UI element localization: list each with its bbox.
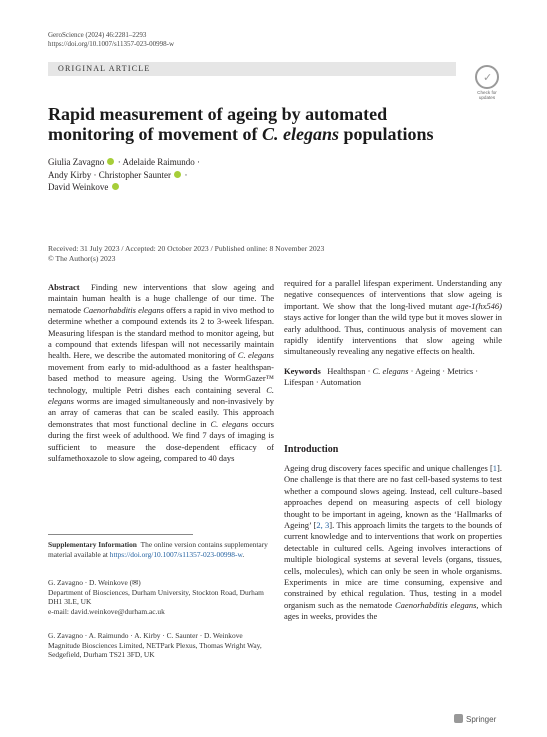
citation-link[interactable]: 1 bbox=[492, 463, 498, 473]
publisher-name: Springer bbox=[466, 715, 497, 724]
check-line2: updates bbox=[478, 95, 496, 100]
article-title bbox=[48, 104, 468, 144]
springer-horse-icon bbox=[454, 714, 463, 723]
author-name[interactable]: Andy Kirby bbox=[48, 169, 92, 180]
abstract-species: C. elegans bbox=[210, 418, 249, 429]
keyword: Healthspan bbox=[327, 366, 366, 376]
intro-text: Ageing drug discovery faces specific and unique challenges [ bbox=[284, 463, 493, 473]
affiliation-address: Magnitude Biosciences Limited, NETPark Plexus, Thomas Wright Way, Sedgefield, Durham TS21 3FD, UK bbox=[48, 640, 262, 660]
author-list: Giulia Zavagno · Adelaide Raimundo · Andy Kirby · Christopher Saunter · David Weinkove bbox=[48, 157, 200, 193]
intro-text: ]. One challenge is that there are no fast cell-based systems to test whether a compound slows ageing. Instead, cell culture–based approaches depend on measuring aspects of cell biology thought to be important in ageing, known as the ‘Hallmarks of Ageing’ [ bbox=[284, 463, 502, 531]
citation-link[interactable]: 2, 3 bbox=[316, 520, 330, 531]
affiliation-names: G. Zavagno · A. Raimundo · A. Kirby · C. Saunter · D. Weinkove bbox=[48, 631, 243, 640]
journal-ref: GeroScience (2024) 46:2281–2293 bbox=[48, 31, 147, 39]
section-heading: Introduction bbox=[284, 444, 339, 455]
orcid-icon[interactable] bbox=[107, 158, 114, 165]
doi-link[interactable]: https://doi.org/10.1007/s11357-023-00998-w bbox=[48, 40, 174, 48]
abstract-species: C. elegans bbox=[48, 384, 274, 407]
abstract-label: Abstract bbox=[48, 282, 80, 292]
supplementary-link[interactable]: https://doi.org/10.1007/s11357-023-00998-w bbox=[109, 549, 243, 559]
keyword: Metrics bbox=[447, 366, 474, 376]
abstract-text: worms are imaged simultaneously and non-invasively by an array of cameras that can be scaled easily. This approach demonstrates that most functional decline in bbox=[48, 396, 274, 429]
check-for-updates-badge[interactable] bbox=[472, 65, 502, 99]
abstract-continued bbox=[284, 278, 502, 358]
author-name[interactable]: Giulia Zavagno bbox=[48, 157, 105, 167]
abstract-text: stays active for longer than the wild type but it moves slower in early adulthood. Thus, continuous analysis of movement can rapidly identify interventions that slow ageing while simultaneously revealing any negative effects on health. bbox=[284, 312, 502, 357]
supplementary-label: Supplementary Information bbox=[48, 540, 137, 549]
intro-species: Caenorhabditis elegans bbox=[395, 599, 477, 610]
abstract-text: Finding new interventions that slow ageing and maintain human health is a huge challenge of our time. The nematode bbox=[48, 282, 274, 315]
orcid-icon[interactable] bbox=[112, 183, 119, 190]
author-name[interactable]: Christopher Saunter bbox=[98, 169, 171, 180]
copyright-line: © The Author(s) 2023 bbox=[48, 254, 116, 263]
abstract bbox=[48, 282, 274, 465]
mutant-name: age-1(hx546) bbox=[456, 300, 502, 311]
title-species: C. elegans bbox=[261, 124, 339, 144]
affiliation-1 bbox=[48, 578, 274, 616]
abstract-text: movement from early to mid-adulthood as a faster healthspan-based method to measure ageing. Using the WormGazer™ technology, multiple Petri dishes each containing several bbox=[48, 361, 274, 395]
footnote-divider bbox=[48, 534, 193, 535]
keyword: C. elegans bbox=[372, 366, 409, 376]
introduction-text bbox=[284, 463, 502, 623]
affiliation-2 bbox=[48, 631, 274, 660]
title-text-end: populations bbox=[338, 124, 434, 144]
title-text: Rapid measurement of ageing by automated monitoring of movement of bbox=[48, 104, 388, 144]
supplementary-text: The online version contains supplementary material available at bbox=[48, 540, 268, 559]
publisher-logo bbox=[454, 714, 496, 724]
abstract-text: occurs during the first week of adulthood. We find 7 days of imaging is sufficient to measure the dose-dependent efficacy of sulfamethoxazole to slow ageing, compared to 40 days bbox=[48, 418, 274, 464]
supplementary-info bbox=[48, 540, 274, 559]
intro-text: ]. This approach limits the targets to the bounds of current knowledge and to interventions that work on properties detectable in cultured cells. Ageing involves interactions of multiple biological systems at several levels (organs, tissues, cells, molecules), which can only be seen in whole organisms. Experiments in mice are time consuming, expensive and constrained by ethical regulation. Thus, testing in a model organism such as the nematode bbox=[284, 520, 502, 610]
keywords-label: Keywords bbox=[284, 366, 321, 376]
supplementary-end: . bbox=[242, 549, 245, 559]
abstract-text: required for a parallel lifespan experiment. Understanding any negative consequences of interventions that slow ageing is important. We show that the long-lived mutant bbox=[284, 278, 502, 311]
keyword: Automation bbox=[320, 377, 361, 388]
contact-email[interactable]: e-mail: david.weinkove@durham.ac.uk bbox=[48, 606, 165, 616]
journal-citation bbox=[48, 31, 174, 49]
author-name[interactable]: Adelaide Raimundo bbox=[122, 157, 195, 167]
publication-dates bbox=[48, 244, 324, 264]
affiliation-address: Department of Biosciences, Durham University, Stockton Road, Durham DH1 3LE, UK bbox=[48, 587, 264, 607]
affiliation-names: G. Zavagno · D. Weinkove (✉) bbox=[48, 578, 141, 587]
abstract-text: offers a rapid in vivo method to determine whether a compound extends its 2 to 3-week lifespan. Measuring lifespan is the standard method to monitor ageing, but a compound that extends lifespan will not necessarily maintain health. Here, we describe the automated monitoring of bbox=[48, 304, 274, 361]
author-name[interactable]: David Weinkove bbox=[48, 182, 109, 193]
keyword: Ageing bbox=[415, 366, 441, 376]
intro-text: , which ages in weeks, provides the bbox=[284, 599, 502, 622]
keywords: Keywords Healthspan · C. elegans · Ageing · Metrics · Lifespan · Automation bbox=[284, 366, 479, 388]
abstract-species: Caenorhabditis elegans bbox=[83, 304, 165, 315]
check-line1: Check for bbox=[477, 90, 497, 95]
keyword: Lifespan bbox=[284, 377, 314, 388]
abstract-species: C. elegans bbox=[237, 350, 274, 361]
check-updates-icon: ✓ bbox=[475, 65, 499, 89]
dates-line: Received: 31 July 2023 / Accepted: 20 October 2023 / Published online: 8 November 2023 bbox=[48, 244, 325, 253]
orcid-icon[interactable] bbox=[174, 171, 181, 178]
article-type-banner: ORIGINAL ARTICLE bbox=[48, 62, 456, 76]
